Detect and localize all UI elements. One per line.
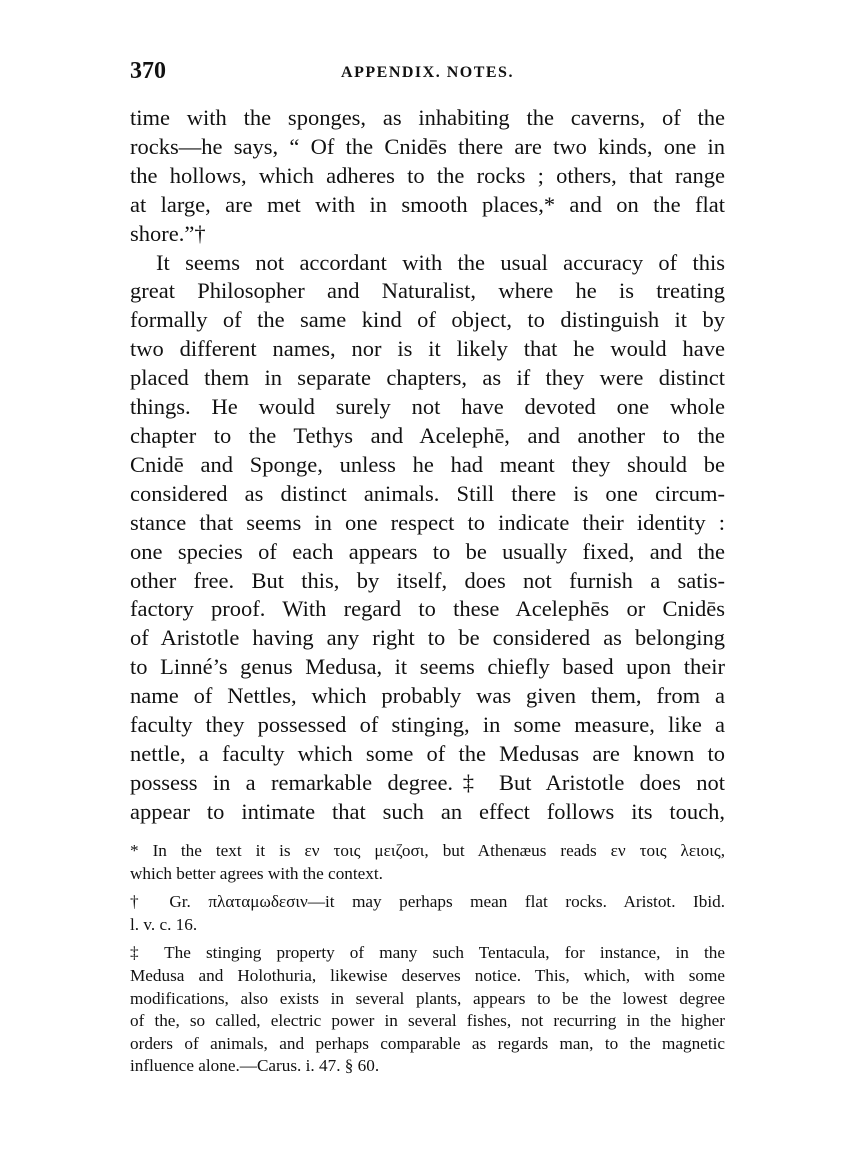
body-line: Cnidē and Sponge, unless he had meant they should be — [130, 451, 725, 477]
body-line: faculty they possessed of stinging, in some measure, like a — [130, 712, 725, 738]
page-header — [130, 58, 725, 92]
footnote-line: Medusa and Holothuria, likewise deserves notice. This, which, with some — [130, 965, 725, 985]
body-line: stance that seems in one respect to indicate their identity : — [130, 509, 725, 535]
body-line: great Philosopher and Naturalist, where he is treating — [130, 278, 725, 304]
footnote-line: modifications, also exists in several plants, appears to be the lowest degree — [130, 988, 725, 1008]
body-line: to Linné’s genus Medusa, it seems chiefly based upon their — [130, 654, 725, 680]
body-line: time with the sponges, as inhabiting the caverns, of the — [130, 105, 725, 130]
body-line: formally of the same kind of object, to distinguish it by — [130, 307, 725, 333]
body-line: chapter to the Tethys and Acelephē, and another to the — [130, 422, 725, 448]
body-line: nettle, a faculty which some of the Medusas are known to — [130, 740, 725, 766]
footnote-line: which better agrees with the context. — [130, 863, 383, 883]
body-line: name of Nettles, which probably was given them, from a — [130, 683, 725, 709]
footnote-line: l. v. c. 16. — [130, 914, 198, 934]
body-line: at large, are met with in smooth places,* and on the flat — [130, 191, 725, 217]
body-line: considered as distinct animals. Still there is one circum- — [130, 480, 725, 506]
body-line: two different names, nor is it likely that he would have — [130, 336, 725, 362]
body-line: rocks—he says, “ Of the Cnidēs there are two kinds, one in — [130, 133, 725, 159]
footnotes — [130, 840, 725, 1078]
body-line: the hollows, which adheres to the rocks ; others, that range — [130, 162, 725, 188]
footnote-line: orders of animals, and perhaps comparable as regards man, to the magnetic — [130, 1033, 725, 1053]
body-text — [130, 104, 725, 827]
running-head: APPENDIX. NOTES. — [341, 64, 514, 81]
body-line: possess in a remarkable degree.‡ But Aristotle does not — [130, 769, 725, 795]
body-line: one species of each appears to be usually fixed, and the — [130, 538, 725, 564]
body-line: things. He would surely not have devoted one whole — [130, 394, 725, 420]
body-line: placed them in separate chapters, as if they were distinct — [130, 365, 725, 391]
body-line: shore.”† — [130, 220, 206, 246]
body-line: other free. But this, by itself, does not furnish a satis- — [130, 567, 725, 593]
footnote-line: * In the text it is εν τοις μειζοσι, but Athenæus reads εν τοις λειοις, — [130, 841, 725, 860]
page-number: 370 — [130, 58, 166, 84]
footnote-line: of the, so called, electric power in several fishes, not recurring in the higher — [130, 1011, 725, 1031]
body-line: of Aristotle having any right to be considered as belonging — [130, 625, 725, 651]
body-line: factory proof. With regard to these Acelephēs or Cnidēs — [130, 596, 725, 622]
footnote-line: ‡ The stinging property of many such Tentacula, for instance, in the — [130, 943, 725, 963]
body-line: appear to intimate that such an effect follows its touch, — [130, 798, 725, 824]
footnote-line: influence alone.—Carus. i. 47. § 60. — [130, 1056, 380, 1076]
footnote-line: † Gr. πλαταμωδεσιν—it may perhaps mean flat rocks. Aristot. Ibid. — [130, 892, 725, 912]
body-line: It seems not accordant with the usual accuracy of this — [156, 249, 725, 275]
